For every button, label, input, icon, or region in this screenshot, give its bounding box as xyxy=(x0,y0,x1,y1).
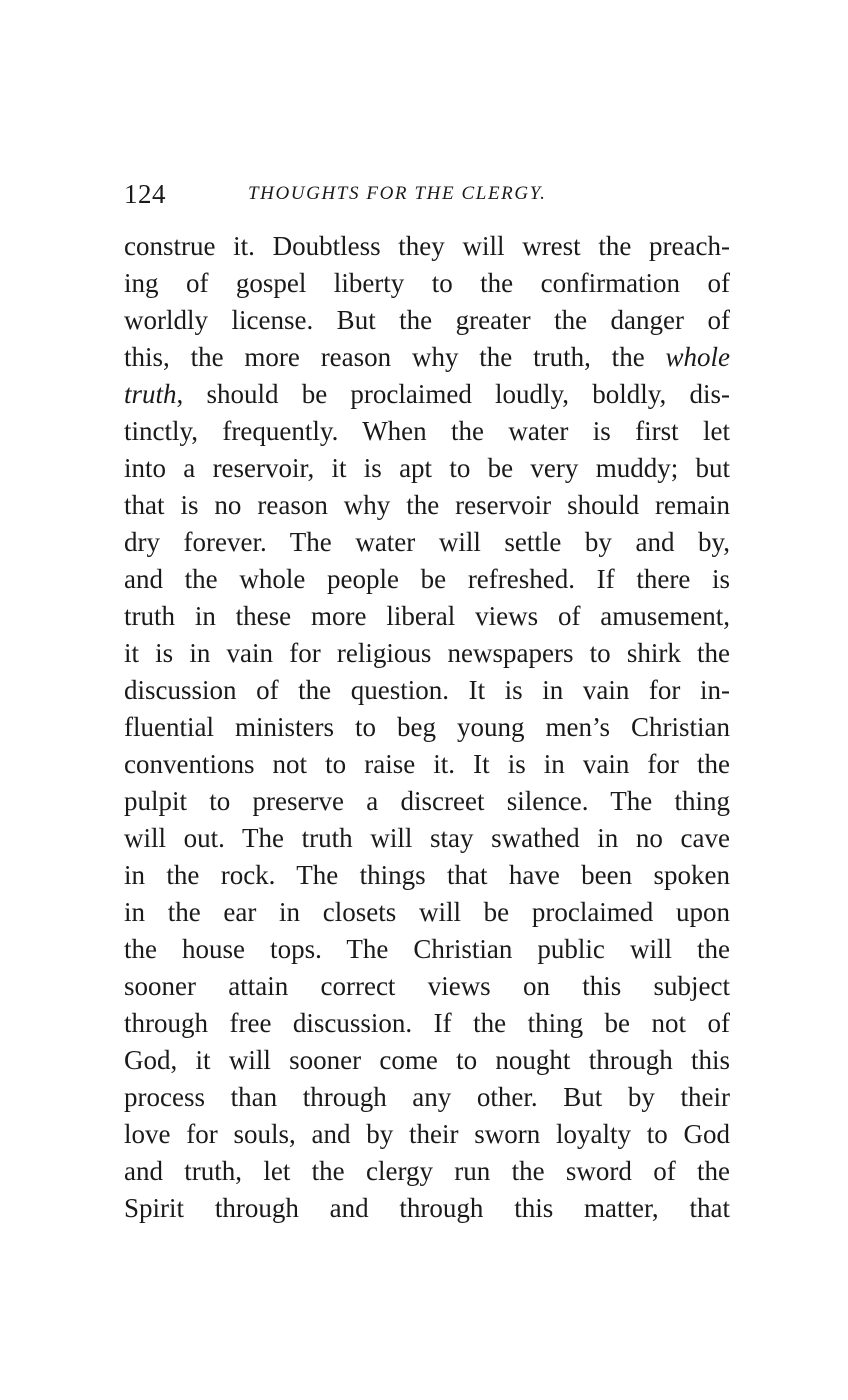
text-line: dry forever. The water will settle by and by, xyxy=(124,527,730,557)
emphasis: whole xyxy=(665,342,730,372)
text-line: will out. The truth will stay swathed in no cave xyxy=(124,823,730,853)
text-line: God, it will sooner come to nought through this xyxy=(124,1045,730,1075)
text-line: love for souls, and by their sworn loyalty to God xyxy=(124,1119,730,1149)
text-line: in the rock. The things that have been spoken xyxy=(124,860,730,890)
text-line: discussion of the question. It is in vain for in- xyxy=(124,675,730,705)
text-line xyxy=(124,376,730,413)
text-line: construe it. Doubtless they will wrest the preach- xyxy=(124,231,730,261)
running-title: THOUGHTS FOR THE CLERGY. xyxy=(248,183,547,204)
text-line: the house tops. The Christian public will the xyxy=(124,934,730,964)
text-line: ing of gospel liberty to the confirmation of xyxy=(124,268,730,298)
text-line: sooner attain correct views on this subject xyxy=(124,971,730,1001)
text-line: it is in vain for religious newspapers to shirk the xyxy=(124,638,730,668)
text-line: into a reservoir, it is apt to be very muddy; but xyxy=(124,453,730,483)
text-line: through free discussion. If the thing be not of xyxy=(124,1008,730,1038)
text-run: , should be proclaimed loudly, boldly, dis- xyxy=(176,379,730,409)
text-line: that is no reason why the reservoir should remain xyxy=(124,490,730,520)
emphasis: truth xyxy=(124,379,177,409)
page-number: 124 xyxy=(124,179,166,209)
text-run: this, the more reason why the truth, the xyxy=(124,342,666,372)
text-line: conventions not to raise it. It is in vain for the xyxy=(124,749,730,779)
text-line: process than through any other. But by their xyxy=(124,1082,730,1112)
text-line: in the ear in closets will be proclaimed upon xyxy=(124,897,730,927)
body-text xyxy=(124,228,730,1227)
text-line: worldly license. But the greater the danger of xyxy=(124,305,730,335)
text-line: and the whole people be refreshed. If there is xyxy=(124,564,730,594)
text-line: truth in these more liberal views of amusement, xyxy=(124,601,730,631)
text-line: and truth, let the clergy run the sword of the xyxy=(124,1156,730,1186)
text-line: fluential ministers to beg young men’s Christian xyxy=(124,712,730,742)
text-line xyxy=(124,339,730,376)
text-line: pulpit to preserve a discreet silence. The thing xyxy=(124,786,730,816)
running-head xyxy=(124,174,730,214)
text-line: Spirit through and through this matter, that xyxy=(124,1193,730,1223)
text-line: tinctly, frequently. When the water is first let xyxy=(124,416,730,446)
